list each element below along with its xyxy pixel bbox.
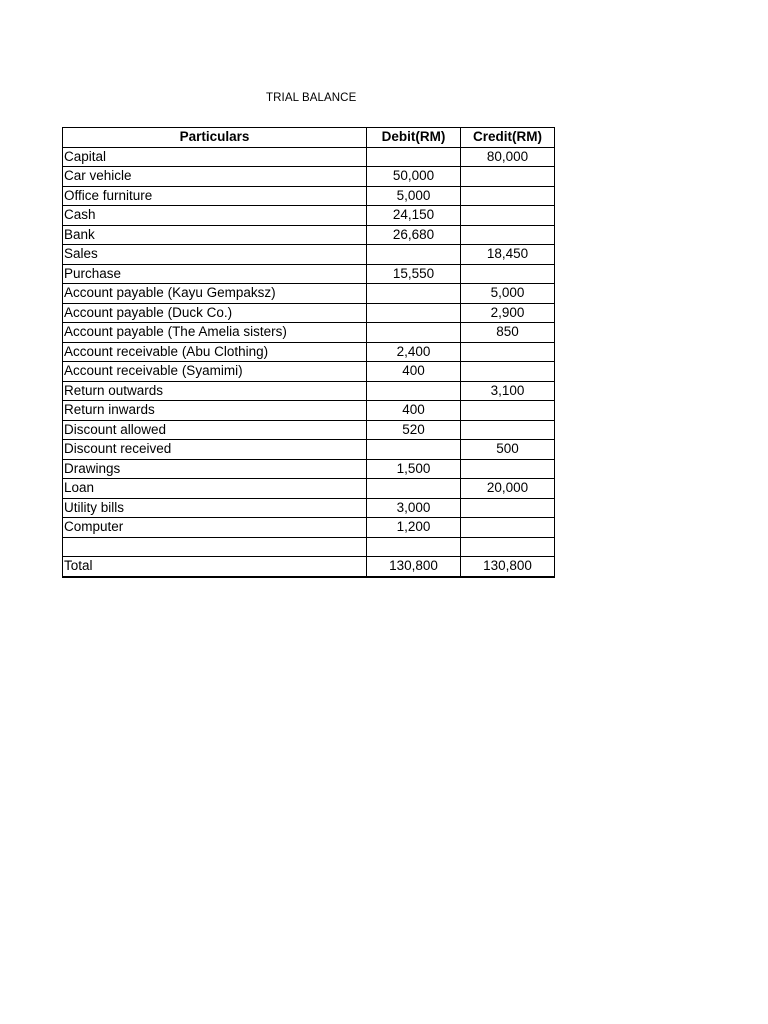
row-credit	[461, 167, 555, 187]
row-particular: Account receivable (Syamimi)	[63, 362, 367, 382]
row-credit	[461, 186, 555, 206]
row-particular: Return inwards	[63, 401, 367, 421]
row-credit	[461, 342, 555, 362]
row-particular: Account payable (Duck Co.)	[63, 303, 367, 323]
row-particular: Office furniture	[63, 186, 367, 206]
table-row	[63, 264, 555, 284]
row-particular: Account receivable (Abu Clothing)	[63, 342, 367, 362]
row-debit: 400	[367, 362, 461, 382]
row-particular: Purchase	[63, 264, 367, 284]
table-row	[63, 420, 555, 440]
table-row	[63, 225, 555, 245]
table-row	[63, 440, 555, 460]
row-debit: 520	[367, 420, 461, 440]
row-debit: 26,680	[367, 225, 461, 245]
row-debit	[367, 303, 461, 323]
row-debit	[367, 381, 461, 401]
row-credit	[461, 206, 555, 226]
table-row	[63, 245, 555, 265]
row-credit: 3,100	[461, 381, 555, 401]
table-row	[63, 537, 555, 557]
row-debit: 2,400	[367, 342, 461, 362]
table-row	[63, 479, 555, 499]
row-credit: 20,000	[461, 479, 555, 499]
row-particular: Discount received	[63, 440, 367, 460]
row-debit	[367, 323, 461, 343]
row-particular: Capital	[63, 147, 367, 167]
total-debit: 130,800	[367, 557, 461, 577]
table-row	[63, 167, 555, 187]
table-row	[63, 381, 555, 401]
table-body	[63, 147, 555, 557]
row-particular: Loan	[63, 479, 367, 499]
table-row	[63, 362, 555, 382]
row-particular: Drawings	[63, 459, 367, 479]
row-debit: 15,550	[367, 264, 461, 284]
table-row	[63, 147, 555, 167]
row-particular: Computer	[63, 518, 367, 538]
row-debit: 400	[367, 401, 461, 421]
row-particular: Return outwards	[63, 381, 367, 401]
table-row	[63, 206, 555, 226]
row-credit: 500	[461, 440, 555, 460]
header-particulars: Particulars	[63, 128, 367, 148]
row-debit: 24,150	[367, 206, 461, 226]
table-row	[63, 342, 555, 362]
table-row	[63, 459, 555, 479]
row-debit	[367, 245, 461, 265]
row-debit: 3,000	[367, 498, 461, 518]
row-particular: Account payable (The Amelia sisters)	[63, 323, 367, 343]
row-debit	[367, 284, 461, 304]
total-credit: 130,800	[461, 557, 555, 577]
row-credit	[461, 420, 555, 440]
row-debit	[367, 479, 461, 499]
row-credit: 18,450	[461, 245, 555, 265]
row-particular: Sales	[63, 245, 367, 265]
row-debit: 1,500	[367, 459, 461, 479]
table-row	[63, 498, 555, 518]
table-header-row	[63, 128, 555, 148]
row-credit: 80,000	[461, 147, 555, 167]
row-credit	[461, 362, 555, 382]
row-debit: 50,000	[367, 167, 461, 187]
row-particular: Bank	[63, 225, 367, 245]
row-credit	[461, 459, 555, 479]
table-row	[63, 303, 555, 323]
row-credit	[461, 537, 555, 557]
row-particular: Utility bills	[63, 498, 367, 518]
row-debit: 1,200	[367, 518, 461, 538]
row-credit	[461, 225, 555, 245]
table-row	[63, 518, 555, 538]
row-credit: 5,000	[461, 284, 555, 304]
header-debit: Debit(RM)	[367, 128, 461, 148]
row-particular: Car vehicle	[63, 167, 367, 187]
row-particular: Account payable (Kayu Gempaksz)	[63, 284, 367, 304]
row-credit	[461, 401, 555, 421]
total-label: Total	[63, 557, 367, 577]
row-particular: Cash	[63, 206, 367, 226]
row-debit	[367, 537, 461, 557]
row-particular	[63, 537, 367, 557]
row-debit	[367, 440, 461, 460]
row-credit	[461, 518, 555, 538]
table-row	[63, 401, 555, 421]
table-row	[63, 186, 555, 206]
row-credit: 2,900	[461, 303, 555, 323]
total-row	[63, 557, 555, 577]
row-credit	[461, 498, 555, 518]
row-debit	[367, 147, 461, 167]
row-debit: 5,000	[367, 186, 461, 206]
row-credit: 850	[461, 323, 555, 343]
row-particular: Discount allowed	[63, 420, 367, 440]
table-row	[63, 284, 555, 304]
header-credit: Credit(RM)	[461, 128, 555, 148]
row-credit	[461, 264, 555, 284]
document-title: TRIAL BALANCE	[266, 92, 357, 104]
trial-balance-table	[62, 127, 555, 578]
table-row	[63, 323, 555, 343]
